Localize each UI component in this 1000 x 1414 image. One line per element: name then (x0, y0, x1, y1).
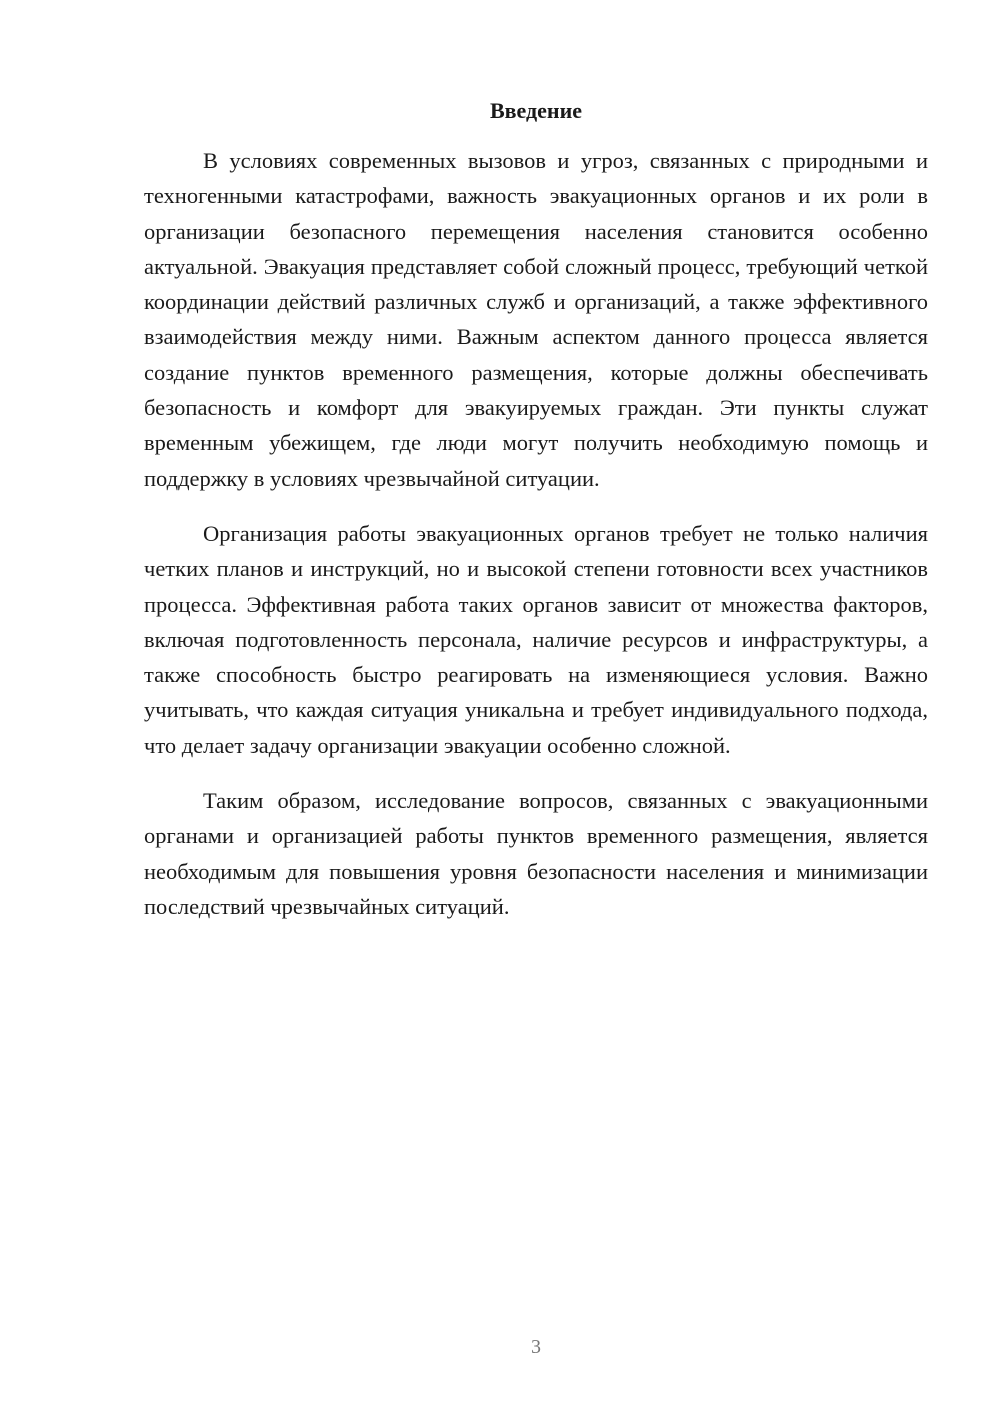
section-heading: Введение (489, 98, 583, 123)
paragraph-3: Таким образом, исследование вопросов, связанных с эвакуационными органами и организацией работы пунктов временного размещения, является необходимым для повышения уровня безопасности населения и минимизации последствий чрезвычайных ситуаций. (144, 788, 928, 919)
body-text (144, 143, 928, 924)
paragraph-2: Организация работы эвакуационных органов требует не только наличия четких планов и инструкций, но и высокой степени готовности всех участников процесса. Эффективная работа таких органов зависит от множества факторов, включая подготовленность персонала, наличие ресурсов и инфраструктуры, а также способность быстро реагировать на изменяющиеся условия. Важно учитывать, что каждая ситуация уникальна и требует индивидуального подхода, что делает задачу организации эвакуации особенно сложной. (144, 520, 928, 758)
page-number: 3 (531, 1336, 541, 1358)
paragraph-1: В условиях современных вызовов и угроз, связанных с природными и техногенными катастрофами, важность эвакуационных органов и их роли в организации безопасного перемещения населения становится особенно актуальной. Эвакуация представляет собой сложный процесс, требующий четкой координации действий различных служб и организаций, а также эффективного взаимодействия между ними. Важным аспектом данного процесса является создание пунктов временного размещения, которые должны обеспечивать безопасность и комфорт для эвакуируемых граждан. Эти пункты служат временным убежищем, где люди могут получить необходимую помощь и поддержку в условиях чрезвычайной ситуации. (144, 148, 928, 491)
